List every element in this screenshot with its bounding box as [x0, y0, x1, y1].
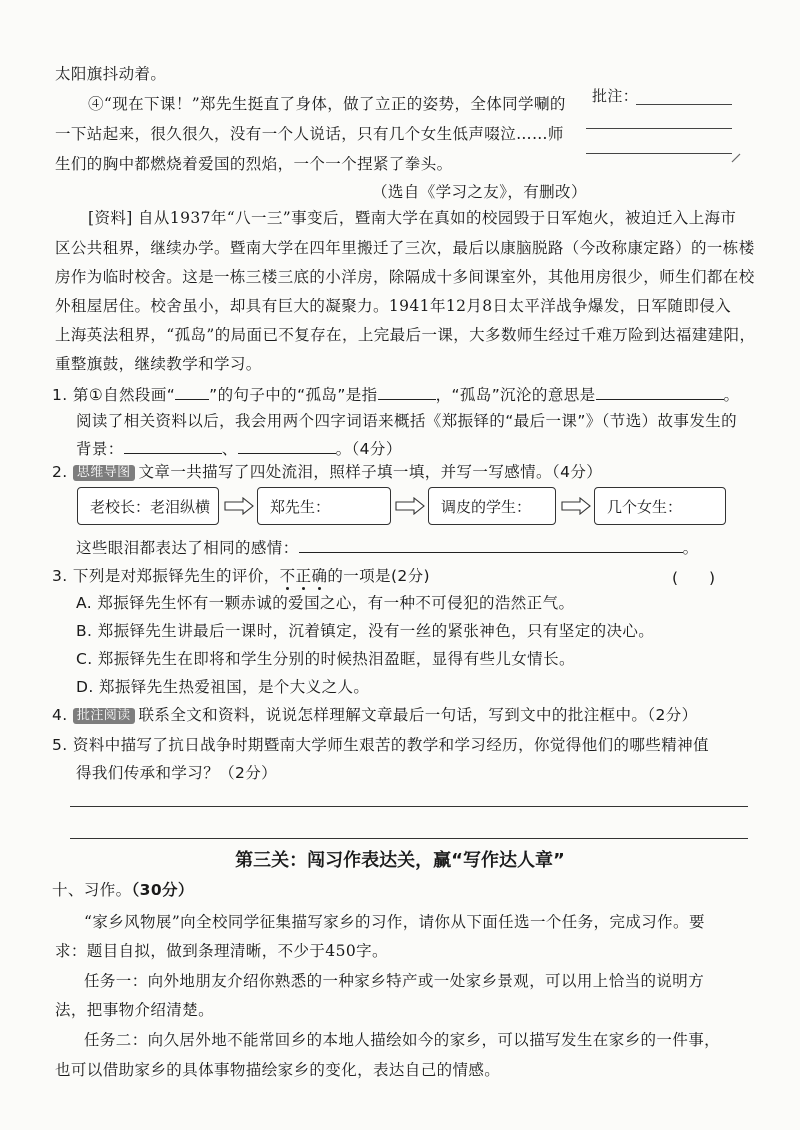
annotation-reading-tag: 批注阅读: [73, 708, 135, 724]
tears-box-naughty-student[interactable]: [428, 487, 556, 525]
question-number: 3.: [52, 567, 68, 585]
passage-line: ④“现在下课！”郑先生挺直了身体，做了立正的姿势，全体同学唰的: [88, 95, 566, 113]
question-number: 5.: [52, 736, 68, 754]
passage-line: 生们的胸中都燃烧着爱国的烈焰，一个一个捏紧了拳头。: [55, 155, 453, 173]
item-score: （30分）: [131, 881, 194, 899]
tears-box-teacher[interactable]: [257, 487, 391, 525]
task-one: 法，把事物介绍清楚。: [55, 1001, 215, 1019]
box-label: 调皮的学生：: [441, 498, 532, 516]
material-line: [88, 208, 736, 228]
essay-prompt: 求：题目自拟，做到条理清晰，不少于450字。: [55, 942, 388, 960]
question-text: 、: [221, 440, 238, 458]
passage-line: 一下站起来，很久很久，没有一个人说话，只有几个女生低声啜泣……师: [55, 125, 564, 143]
question-5: [52, 735, 709, 755]
tears-box-girls[interactable]: [594, 487, 726, 525]
answer-blank[interactable]: [596, 384, 724, 400]
question-text: 。: [682, 539, 699, 557]
question-5-line2: 得我们传承和学习？（2分）: [76, 764, 278, 782]
answer-blank[interactable]: [238, 438, 336, 454]
question-1-line3: [76, 438, 402, 459]
emphasis-char: 正: [295, 567, 312, 585]
question-number: 2.: [52, 463, 68, 481]
question-text: 的一项是(2分): [327, 567, 430, 585]
right-arrow-icon: [394, 497, 426, 515]
question-text: 。: [723, 386, 740, 404]
task-two: 任务二：向久居外地不能常回乡的本地人描绘如今的家乡，可以描写发生在家乡的一件事，: [84, 1031, 721, 1049]
mind-map-tag: 思维导图: [73, 465, 135, 481]
answer-line[interactable]: [70, 806, 748, 807]
material-line: 房作为临时校舍。这是一栋三楼三底的小洋房，除隔成十多间课室外，其他用房很少，师生们都在校: [55, 268, 755, 286]
question-2: [52, 462, 602, 482]
question-text: 下列是对郑振铎先生的评价，: [72, 567, 280, 585]
box-label: 郑先生：: [270, 498, 331, 516]
emphasis-char: 不: [279, 567, 296, 585]
essay-item: [52, 880, 194, 900]
answer-blank[interactable]: [378, 384, 436, 400]
question-text: 第①自然段画“: [72, 386, 176, 404]
material-line: 上海英法租界，“孤岛”的局面已不复存在，上完最后一课，大多数师生经过千难万险到达福建建阳，: [55, 326, 756, 344]
tears-box-principal: 老校长：老泪纵横: [77, 487, 219, 525]
question-text: 这些眼泪都表达了相同的感情：: [76, 539, 299, 557]
question-1-line2: 阅读了相关资料以后，我会用两个四字词语来概括《郑振铎的“最后一课”》（节选）故事发生的: [76, 412, 738, 430]
option-b: B. 郑振铎先生讲最后一课时，沉着镇定，没有一丝的紧张神色，只有坚定的决心。: [76, 622, 655, 640]
right-arrow-icon: [560, 497, 592, 515]
right-arrow-icon: [223, 497, 255, 515]
passage-source: （选自《学习之友》，有删改）: [372, 183, 587, 201]
question-text: ，“孤岛”沉沦的意思是: [435, 386, 596, 404]
question-3: [52, 566, 430, 586]
annotation-line[interactable]: [586, 153, 732, 154]
material-text: 自从1937年“八一三”事变后，暨南大学在真如的校园毁于日军炮火，被迫迁入上海市: [138, 209, 737, 227]
question-4: [52, 705, 698, 725]
question-number: 1.: [52, 386, 68, 404]
answer-bracket[interactable]: ( ): [672, 569, 716, 587]
material-label: [资料]: [88, 209, 133, 227]
pencil-mark-icon: [730, 150, 744, 164]
item-label: 十、习作。: [52, 881, 132, 899]
task-two: 也可以借助家乡的具体事物描绘家乡的变化，表达自己的情感。: [55, 1061, 501, 1079]
answer-blank[interactable]: [299, 537, 683, 553]
section-heading: 第三关：闯习作表达关，赢“写作达人章”: [235, 850, 565, 871]
essay-prompt: “家乡风物展”向全校同学征集描写家乡的习作，请你从下面任选一个任务，完成习作。要: [84, 913, 705, 931]
question-text: 资料中描写了抗日战争时期暨南大学师生艰苦的教学和学习经历，你觉得他们的哪些精神值: [72, 736, 709, 754]
question-text: 。（4分）: [335, 440, 402, 458]
option-d: D. 郑振铎先生热爱祖国，是个大义之人。: [76, 678, 370, 696]
option-a: A. 郑振铎先生怀有一颗赤诚的爱国之心，有一种不可侵犯的浩然正气。: [76, 594, 575, 612]
annotation-line[interactable]: [636, 104, 732, 105]
question-text: 文章一共描写了四处流泪，照样子填一填，并写一写感情。（4分）: [138, 463, 603, 481]
material-line: 重整旗鼓，继续教学和学习。: [55, 355, 262, 373]
material-line: 区公共租界，继续办学。暨南大学在四年里搬迁了三次，最后以康脑脱路（今改称康定路）的一栋楼: [55, 239, 755, 257]
task-one: 任务一：向外地朋友介绍你熟悉的一种家乡特产或一处家乡景观，可以用上恰当的说明方: [84, 972, 705, 990]
question-2-summary: [76, 537, 699, 558]
question-number: 4.: [52, 706, 68, 724]
annotation-line[interactable]: [586, 128, 732, 129]
answer-line[interactable]: [70, 838, 748, 839]
answer-blank[interactable]: [175, 384, 209, 400]
annotation-label: 批注：: [592, 87, 639, 105]
question-1: [52, 384, 739, 405]
question-text: 背景：: [76, 440, 124, 458]
question-text: ”的句子中的“孤岛”是指: [209, 386, 378, 404]
answer-blank[interactable]: [124, 438, 222, 454]
option-c: C. 郑振铎先生在即将和学生分别的时候热泪盈眶，显得有些儿女情长。: [76, 650, 575, 668]
passage-line: 太阳旗抖动着。: [55, 65, 167, 83]
box-label: 几个女生：: [607, 498, 683, 516]
emphasis-char: 确: [311, 567, 328, 585]
question-text: 联系全文和资料，说说怎样理解文章最后一句话，写到文中的批注框中。（2分）: [138, 706, 698, 724]
material-line: 外租屋居住。校舍虽小，却具有巨大的凝聚力。1941年12月8日太平洋战争爆发，日军随即侵入: [55, 297, 732, 315]
